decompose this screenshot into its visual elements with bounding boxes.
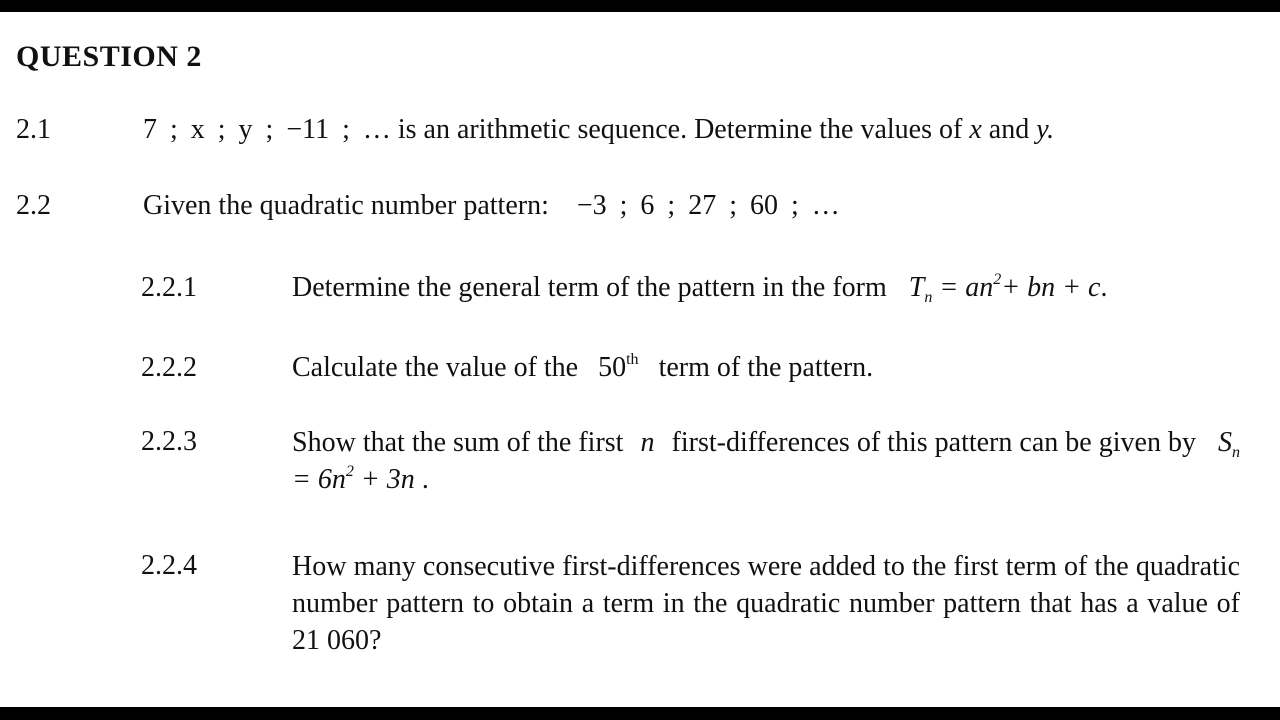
formula-T-subscript: n [924,289,933,306]
formula-T: T [908,272,925,303]
item-2-2-text [143,190,840,222]
item-number-2-2-4: 2.2.4 [141,550,197,581]
item-2-2-3-text [292,424,1240,498]
item-2-2-3-statement-1: Show that the sum of the first [292,427,624,458]
item-2-2-1-statement: Determine the general term of the pattern in the form [292,272,887,303]
and-word: and [988,114,1030,145]
formula-S: S [1218,427,1233,458]
item-2-2-2-statement: Calculate the value of the [292,352,579,383]
item-number-2-1: 2.1 [16,114,51,145]
item-2-2-3-statement-2: first-differences of this pattern can be given by [671,427,1196,458]
item-2-2-1-text [292,272,1107,304]
item-2-1-text [143,114,1054,146]
formula-an: = an [939,272,994,303]
item-2-2-4-text: How many consecutive first-differences were added to the first term of the quadratic number pattern to obtain a term in the quadratic number pattern that has a value of 21 060? [292,551,1240,656]
item-number-2-2-1: 2.2.1 [141,272,197,303]
formula-S-subscript: n [1232,444,1241,461]
variable-n: n [640,427,655,458]
variable-x: x [969,114,982,145]
item-2-2-statement: Given the quadratic number pattern: [143,190,549,221]
variable-y: y. [1036,114,1055,145]
general-term-formula [908,271,1101,306]
item-2-2-2-text [292,352,873,384]
arithmetic-sequence: 7 ; x ; y ; −11 ; … [143,114,391,145]
ordinal-suffix: th [626,351,639,368]
question-page [0,12,1280,707]
item-2-1-statement: is an arithmetic sequence. Determine the values of [397,114,963,145]
formula-exponent: 2 [993,271,1002,288]
quadratic-pattern: −3 ; 6 ; 27 ; 60 ; … [576,190,840,221]
ordinal-number: 50 [598,352,627,383]
formula-bn-c: + bn + c [1001,272,1101,303]
item-2-2-1-end: . [1100,272,1108,303]
formula-6n: = 6n [292,464,346,495]
formula-3n: + 3n [360,464,415,495]
item-number-2-2-3: 2.2.3 [141,426,197,457]
item-2-2-3-end: . [421,464,429,495]
item-number-2-2: 2.2 [16,190,51,221]
item-number-2-2-2: 2.2.2 [141,352,197,383]
question-heading: QUESTION 2 [16,40,202,73]
item-2-2-2-statement-end: term of the pattern. [658,352,874,383]
formula-exponent: 2 [345,463,354,480]
